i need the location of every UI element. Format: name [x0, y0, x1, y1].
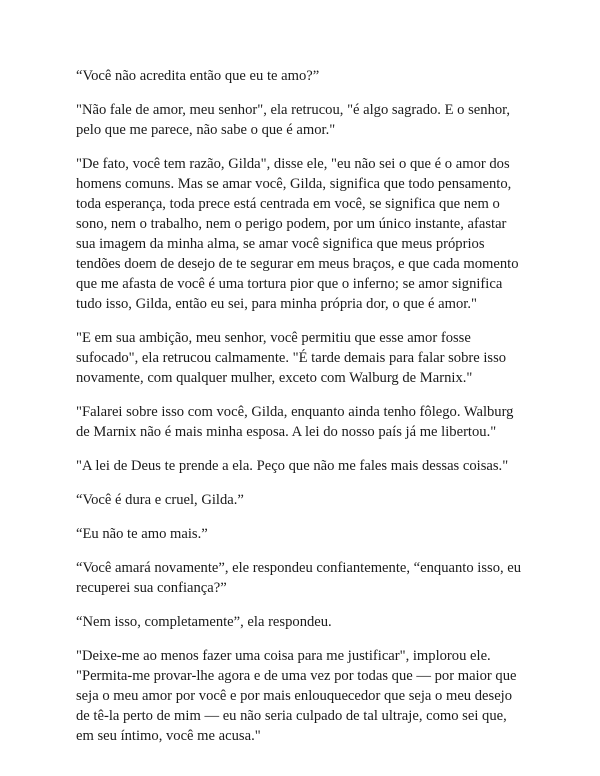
- paragraph: “Você não acredita então que eu te amo?”: [76, 68, 320, 84]
- paragraph: "E em sua ambição, meu senhor, você permitiu que esse amor fosse sufocado", ela retrucou calmamente. "É tarde demais para falar sobre isso novamente, com qualquer mulher, exceto com Walburg de Marnix.": [76, 330, 507, 386]
- paragraph: "Deixe-me ao menos fazer uma coisa para me justificar", implorou ele. "Permita-me provar-lhe agora e de uma vez por todas que — por maior que seja o meu amor por você e por mais enlouquecedor que seja o meu desejo de tê-la perto de mim — eu não seria culpado de tal ultraje, como sei que, em seu íntimo, você me acusa.": [76, 648, 517, 744]
- paragraph: "Não fale de amor, meu senhor", ela retrucou, "é algo sagrado. E o senhor, pelo que me parece, não sabe o que é amor.": [76, 102, 511, 138]
- paragraph: “Você é dura e cruel, Gilda.”: [76, 492, 244, 508]
- paragraph: “Você amará novamente”, ele respondeu confiantemente, “enquanto isso, eu recuperei sua confiança?”: [76, 560, 522, 596]
- document-page: [76, 66, 536, 760]
- paragraph: “Eu não te amo mais.”: [76, 526, 208, 542]
- paragraph: "De fato, você tem razão, Gilda", disse ele, "eu não sei o que é o amor dos homens comuns. Mas se amar você, Gilda, significa que todo pensamento, toda esperança, toda prece está centrada em você, se significa que nem o sono, nem o trabalho, nem o perigo podem, por um único instante, afastar sua imagem da minha alma, se amar você significa que meus próprios tendões doem de desejo de te segurar em meus braços, e que cada momento que me afasta de você é uma tortura pior que o inferno; se amor significa tudo isso, Gilda, então eu sei, para minha própria dor, o que é amor.": [76, 156, 519, 312]
- paragraph: "A lei de Deus te prende a ela. Peço que não me fales mais dessas coisas.": [76, 458, 509, 474]
- paragraph: "Falarei sobre isso com você, Gilda, enquanto ainda tenho fôlego. Walburg de Marnix não é mais minha esposa. A lei do nosso país já me libertou.": [76, 404, 514, 440]
- paragraph: “Nem isso, completamente”, ela respondeu.: [76, 614, 332, 630]
